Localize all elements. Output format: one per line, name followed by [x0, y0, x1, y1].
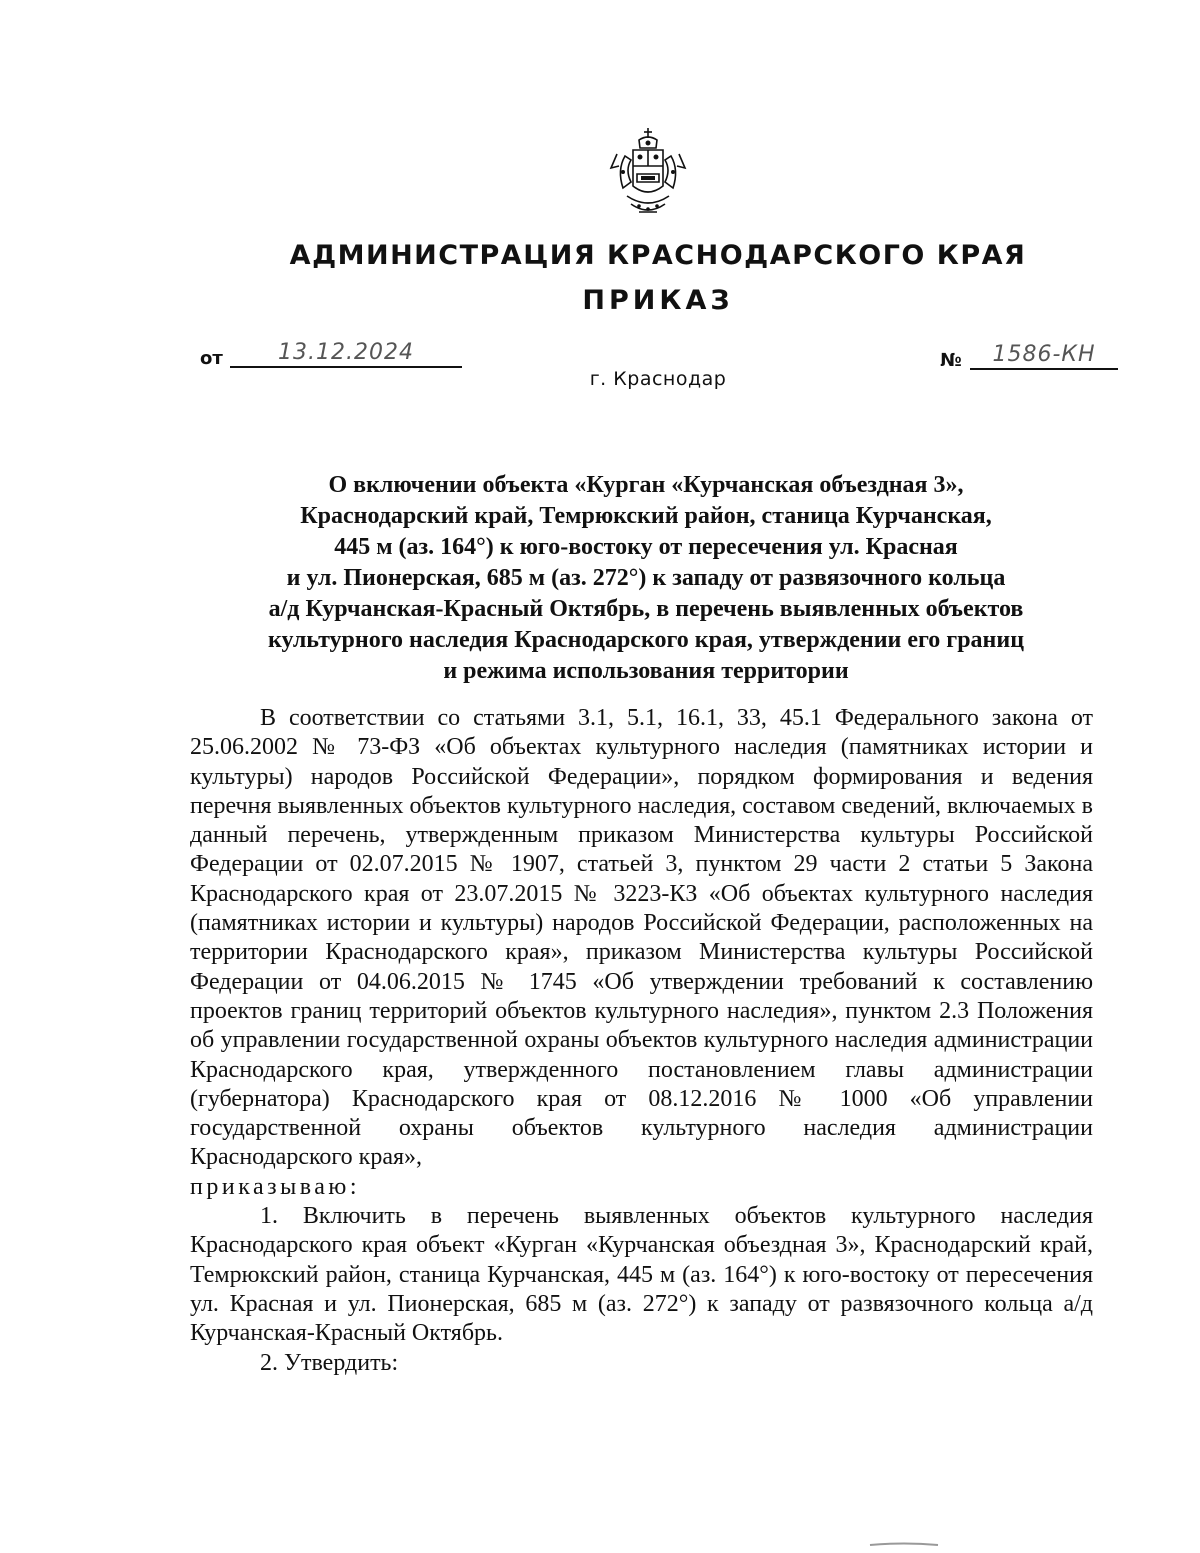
- preamble-paragraph: В соответствии со статьями 3.1, 5.1, 16.1, 33, 45.1 Федерального закона от 25.06.2002 № 73-ФЗ «Об объектах культурного наследия (памятниках истории и культуры) народов Российской Федерации», порядком формирования и ведения перечня выявленных объектов культурного наследия, составом сведений, включаемых в данный перечень, утвержденным приказом Министерства культуры Российской Федерации от 02.07.2015 № 1907, статьей 3, пунктом 29 части 2 статьи 5 Закона Краснодарского края от 23.07.2015 № 3223-КЗ «Об объектах культурного наследия (памятниках истории и культуры) народов Российской Федерации, расположенных на территории Краснодарского края», приказом Министерства культуры Российской Федерации от 04.06.2015 № 1745 «Об утверждении требований к составлению проектов границ территорий объектов культурного наследия», пунктом 2.3 Положения об управлении государственной охраны объектов культурного наследия администрации Краснодарского края, утвержденного постановлением главы администрации (губернатора) Краснодарского края от 08.12.2016 № 1000 «Об управлении государственной охраны объектов культурного наследия администрации Краснодарского края»,: [190, 705, 1093, 1171]
- organization-name: АДМИНИСТРАЦИЯ КРАСНОДАРСКОГО КРАЯ: [289, 240, 1027, 271]
- number-label: №: [940, 350, 962, 371]
- document-type: ПРИКАЗ: [582, 285, 734, 316]
- title-line: 445 м (аз. 164°) к юго-востоку от пересечения ул. Красная: [334, 534, 958, 560]
- title-line: Краснодарский край, Темрюкский район, станица Курчанская,: [300, 503, 992, 529]
- scan-smudge: [868, 1542, 940, 1547]
- number-value: 1586-КН: [970, 342, 1118, 370]
- title-line: и режима использования территории: [443, 658, 849, 684]
- krasnodar-coat-of-arms-icon: [609, 126, 687, 220]
- title-line: а/д Курчанская-Красный Октябрь, в перечень выявленных объектов: [268, 596, 1024, 622]
- title-line: культурного наследия Краснодарского края, утверждении его границ: [267, 627, 1025, 653]
- date-label: от: [200, 348, 223, 369]
- item-1-paragraph: 1. Включить в перечень выявленных объектов культурного наследия Краснодарского края объект «Курган «Курчанская объездная 3», Краснодарский край, Темрюкский район, станица Курчанская, 445 м (аз. 164°) к юго-востоку от пересечения ул. Красная и ул. Пионерская, 685 м (аз. 272°) к западу от развязочного кольца а/д Курчанская-Красный Октябрь.: [190, 1203, 1093, 1347]
- document-title: [200, 470, 1092, 687]
- date-value: 13.12.2024: [230, 340, 462, 368]
- title-line: О включении объекта «Курган «Курчанская объездная 3»,: [328, 472, 964, 498]
- item-2-paragraph: 2. Утвердить:: [260, 1349, 399, 1376]
- title-line: и ул. Пионерская, 685 м (аз. 272°) к западу от развязочного кольца: [286, 565, 1006, 591]
- document-body: [190, 704, 1093, 1378]
- order-word: приказываю:: [190, 1173, 361, 1200]
- city: г. Краснодар: [589, 368, 727, 390]
